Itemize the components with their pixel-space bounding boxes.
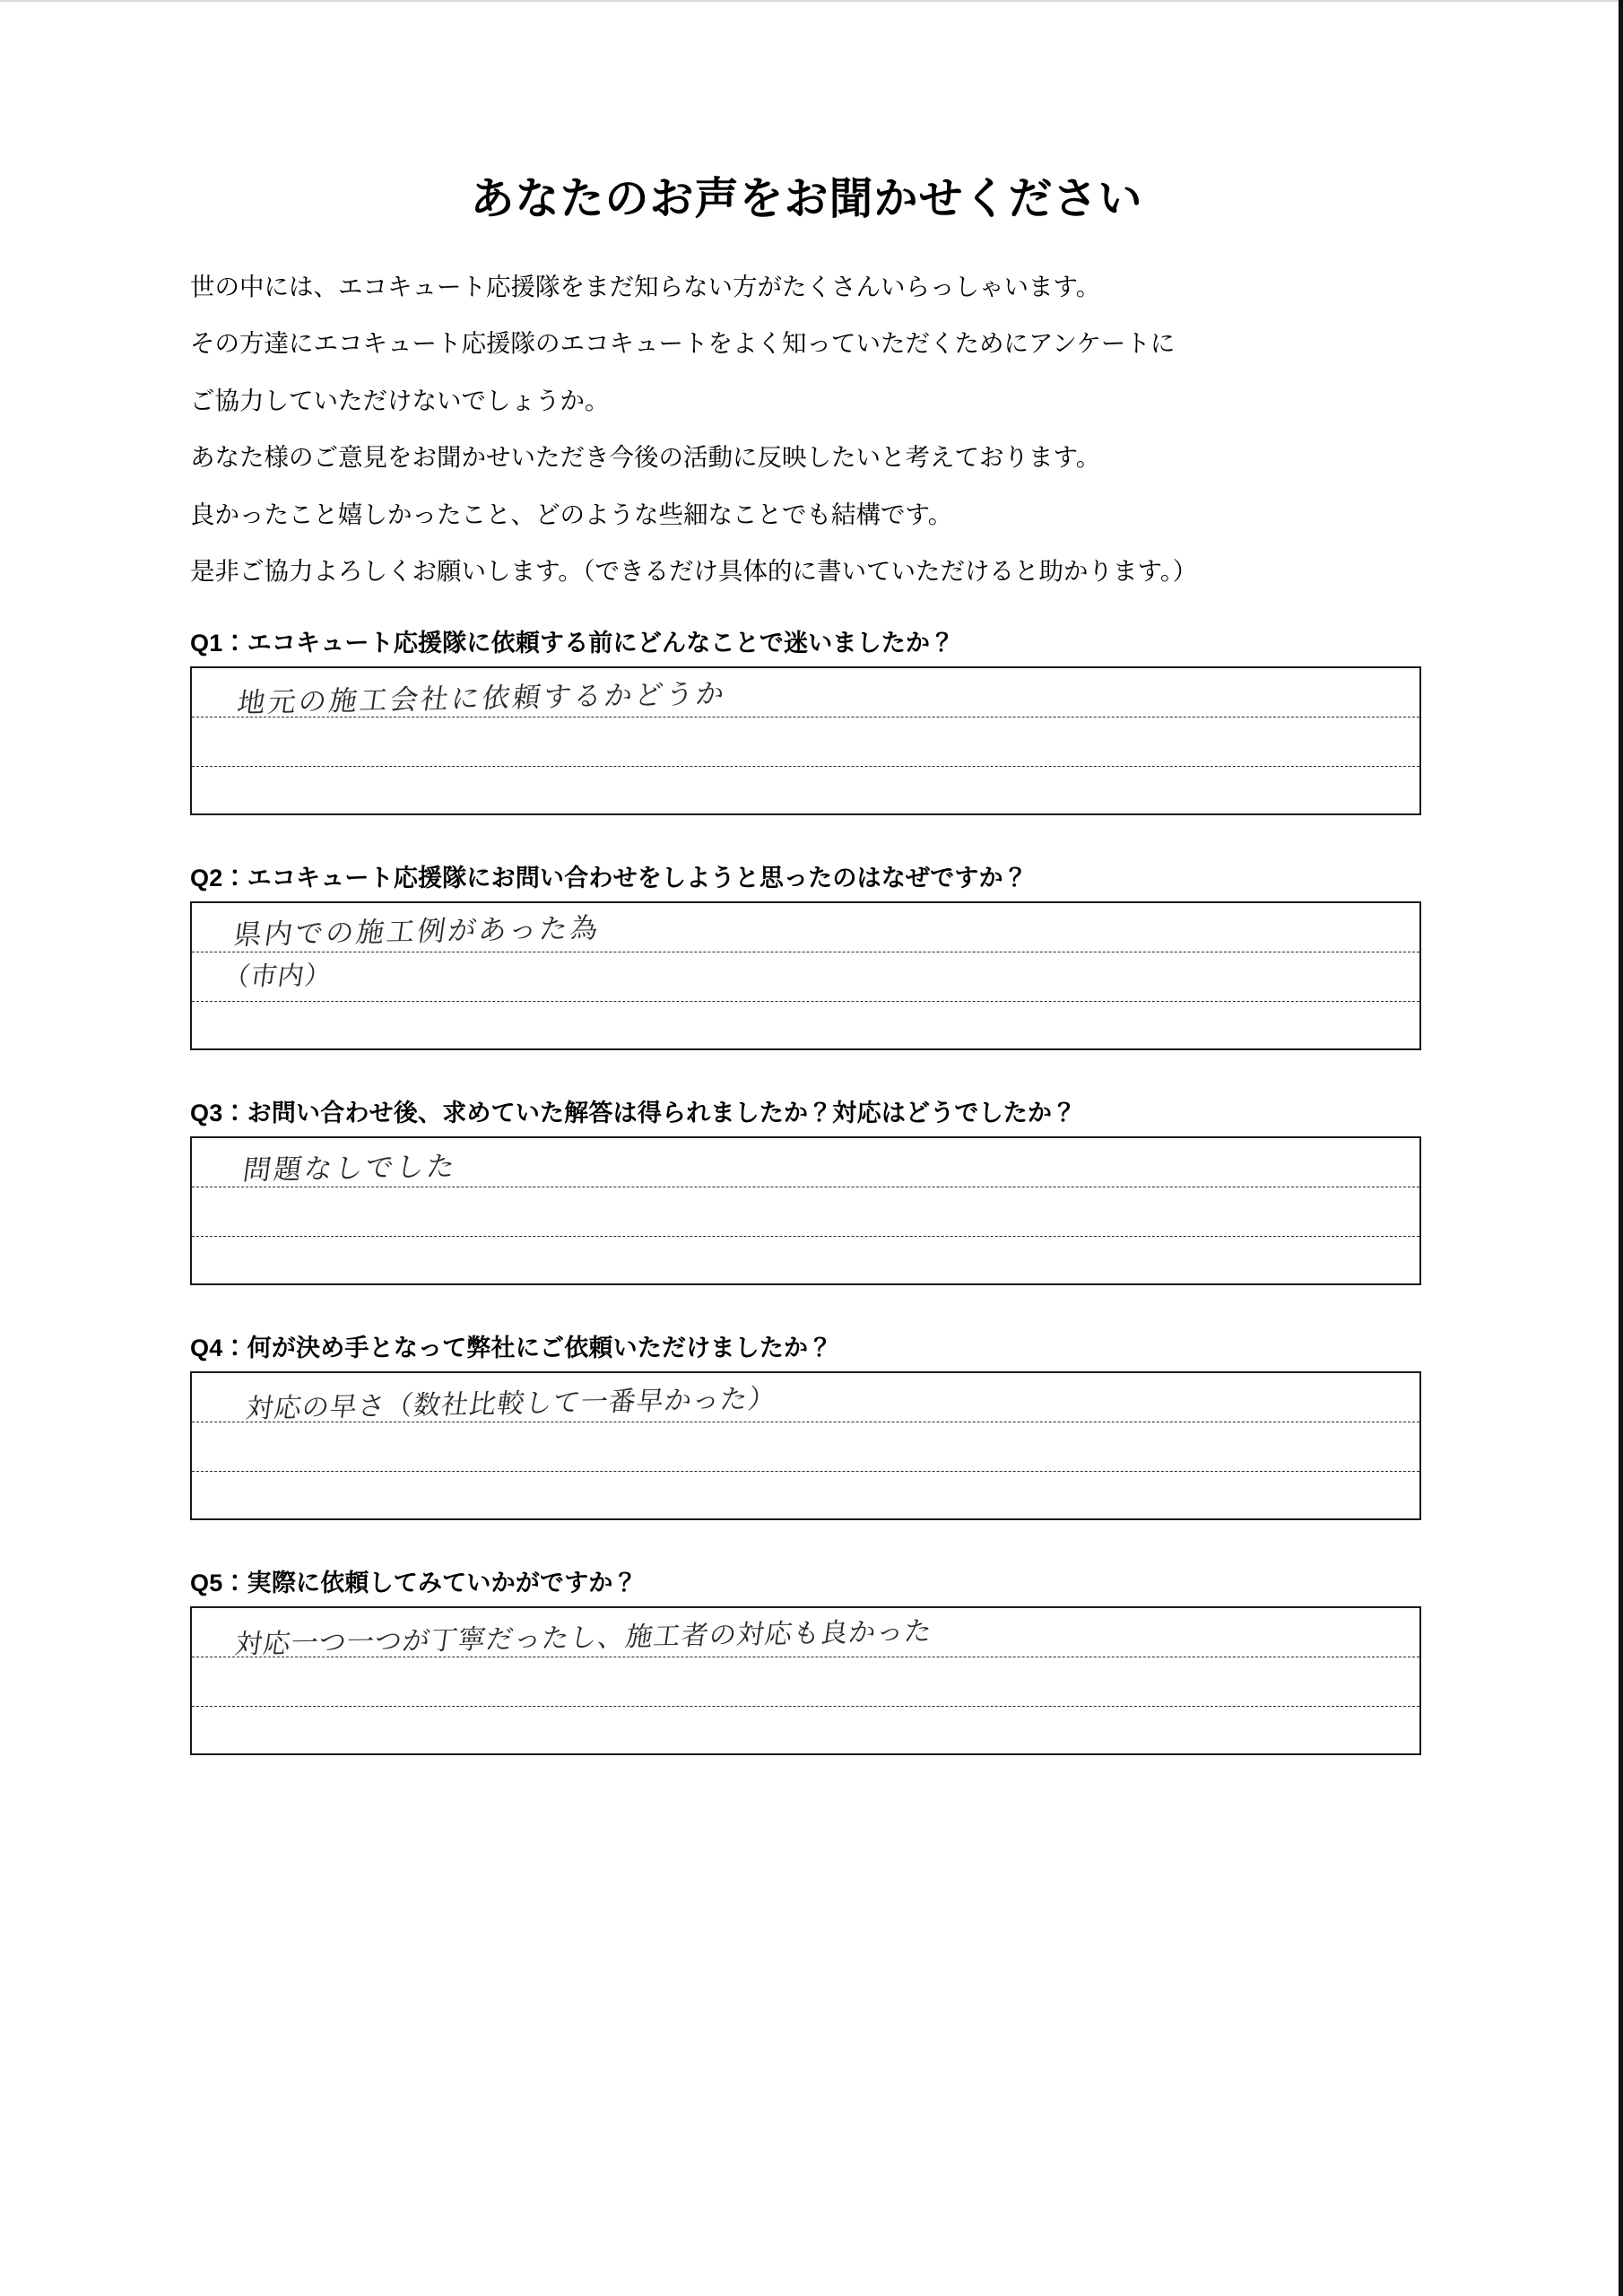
intro-line: 世の中には、エコキュート応援隊をまだ知らない方がたくさんいらっしゃいます。 bbox=[190, 272, 1101, 300]
answer-row[interactable] bbox=[192, 668, 1419, 718]
question-block-q1 bbox=[190, 623, 1423, 815]
answer-row[interactable] bbox=[192, 1138, 1419, 1187]
handwritten-answer-q1-line1: 地元の施工会社に依頼するかどうか bbox=[235, 677, 729, 720]
page-title: あなたのお声をお聞かせください bbox=[470, 175, 1143, 223]
answer-row[interactable] bbox=[192, 952, 1419, 1001]
answer-row[interactable] bbox=[192, 1236, 1419, 1285]
answer-row[interactable] bbox=[192, 717, 1419, 766]
intro-line: 是非ご協力よろしくお願いします。（できるだけ具体的に書いていただけると助かります。） bbox=[190, 557, 1198, 586]
intro-line: あなた様のご意見をお聞かせいただき今後の活動に反映したいと考えております。 bbox=[190, 443, 1101, 472]
intro-line: ご協力していただけないでしょうか。 bbox=[190, 386, 610, 414]
intro-paragraph bbox=[190, 274, 1423, 584]
answer-row[interactable] bbox=[192, 1001, 1419, 1050]
answer-box-q1[interactable] bbox=[190, 666, 1421, 815]
answer-row[interactable] bbox=[192, 1373, 1419, 1425]
question-label-q4: Q4：何が決め手となって弊社にご依頼いただけましたか？ bbox=[190, 1334, 833, 1361]
handwritten-answer-q2-line2: （市内） bbox=[221, 960, 334, 993]
answer-row[interactable] bbox=[192, 1471, 1419, 1520]
question-block-q2 bbox=[190, 858, 1423, 1050]
answer-row[interactable] bbox=[192, 1422, 1419, 1471]
question-block-q4 bbox=[190, 1328, 1423, 1520]
page-content bbox=[190, 0, 1423, 1755]
question-label-q5: Q5：実際に依頼してみていかがですか？ bbox=[190, 1569, 638, 1596]
answer-row[interactable] bbox=[192, 766, 1419, 815]
answer-row[interactable] bbox=[192, 1657, 1419, 1706]
answer-row[interactable] bbox=[192, 1187, 1419, 1236]
answer-box-q2[interactable] bbox=[190, 901, 1421, 1050]
handwritten-answer-q3-line1: 問題なしでした bbox=[240, 1150, 460, 1187]
answer-box-q5[interactable] bbox=[190, 1606, 1421, 1755]
handwritten-answer-q2-line1: 県内での施工例があった為 bbox=[231, 911, 603, 952]
answer-row[interactable] bbox=[192, 1706, 1419, 1755]
question-label-q3: Q3：お問い合わせ後、求めていた解答は得られましたか？対応はどうでしたか？ bbox=[190, 1099, 1077, 1126]
question-block-q3 bbox=[190, 1093, 1423, 1285]
question-block-q5 bbox=[190, 1563, 1423, 1755]
scan-edge-right bbox=[1619, 0, 1623, 2296]
question-label-q2: Q2：エコキュート応援隊にお問い合わせをしようと思ったのはなぜですか？ bbox=[190, 864, 1028, 891]
handwritten-answer-q4-line1: 対応の早さ（数社比較して一番早かった） bbox=[244, 1383, 778, 1425]
intro-line: 良かったこと嬉しかったこと、どのような些細なことでも結構です。 bbox=[190, 500, 953, 528]
question-label-q1: Q1：エコキュート応援隊に依頼する前にどんなことで迷いましたか？ bbox=[190, 629, 955, 657]
answer-box-q3[interactable] bbox=[190, 1136, 1421, 1285]
intro-line: その方達にエコキュート応援隊のエコキュートをよく知っていただくためにアンケートに bbox=[190, 329, 1176, 358]
answer-row[interactable] bbox=[192, 903, 1419, 952]
handwritten-answer-q5-line1: 対応一つ一つが丁寧だったし、施工者の対応も良かった bbox=[232, 1615, 935, 1661]
answer-row[interactable] bbox=[192, 1608, 1419, 1661]
answer-box-q4[interactable] bbox=[190, 1371, 1421, 1520]
